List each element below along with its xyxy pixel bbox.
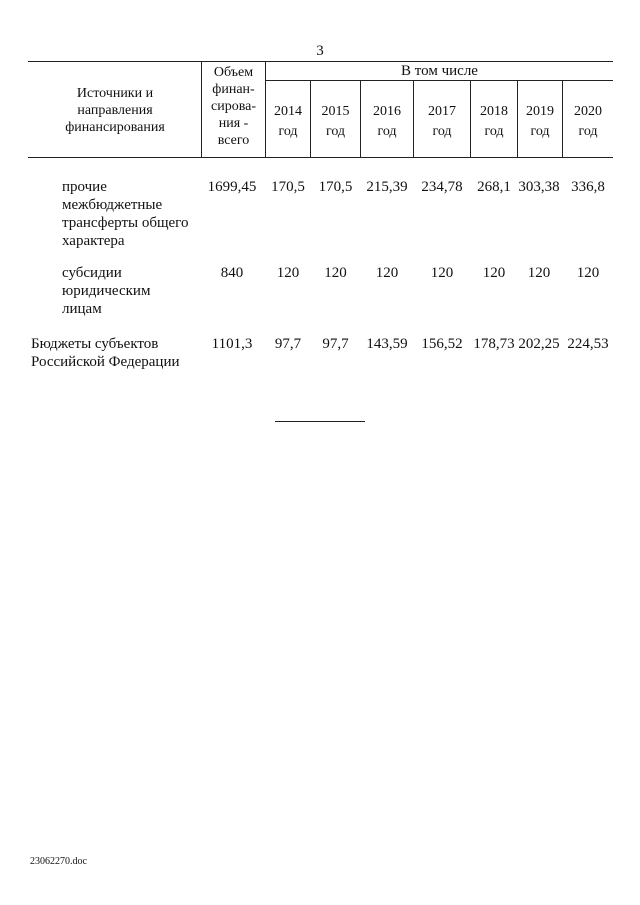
volume-header-line: сирова- — [210, 99, 256, 114]
year-header-year: 2015 — [321, 104, 350, 119]
row-value-2014: 170,5 — [271, 179, 305, 195]
year-header-2015 — [311, 103, 360, 140]
row-total: 840 — [220, 265, 244, 281]
row-value-2015: 170,5 — [318, 179, 353, 195]
row-label-line: Бюджеты субъектов — [31, 336, 159, 352]
document-id: 23062270.doc — [30, 856, 87, 867]
row-value-2020: 224,53 — [567, 336, 609, 352]
year-header-year: 2016 — [373, 104, 401, 119]
table-top-rule — [28, 61, 613, 62]
row-value-2015: 120 — [324, 265, 347, 281]
row-value-2016: 143,59 — [366, 336, 408, 352]
sources-header-line: финансирования — [65, 120, 165, 135]
row-label-line: субсидии — [62, 265, 122, 281]
sources-header-line: направления — [77, 103, 153, 118]
row-value-2017: 156,52 — [421, 336, 463, 352]
row-label-line: прочие — [62, 179, 107, 195]
year-header-2016 — [361, 103, 413, 140]
year-header-unit: год — [377, 124, 397, 139]
row-value-2014: 120 — [276, 265, 300, 281]
row-value-2019: 202,25 — [518, 336, 560, 352]
row-value-2018: 268,1 — [477, 179, 511, 195]
row-value-2020: 120 — [576, 265, 600, 281]
row-value-2016: 120 — [375, 265, 399, 281]
table-row-label — [62, 264, 202, 318]
year-header-unit: год — [578, 124, 598, 139]
row-value-2020: 336,8 — [571, 179, 605, 195]
row-total: 1101,3 — [211, 336, 253, 352]
year-header-2014 — [266, 103, 310, 140]
row-label-line: межбюджетные — [62, 197, 163, 213]
sources-header-line: Источники и — [76, 86, 154, 101]
year-header-year: 2020 — [574, 104, 602, 119]
row-value-2016: 215,39 — [366, 179, 408, 195]
year-header-2019 — [518, 103, 562, 140]
row-value-2017: 120 — [430, 265, 454, 281]
row-value-2014: 97,7 — [274, 336, 302, 352]
year-header-unit: год — [530, 124, 550, 139]
row-value-2017: 234,78 — [421, 179, 463, 195]
table-row-label — [31, 335, 203, 371]
row-value-2018: 178,73 — [473, 336, 515, 352]
row-value-2019: 303,38 — [518, 179, 560, 195]
volume-header-line: Объем — [213, 65, 254, 80]
row-label-line: характера — [62, 233, 125, 249]
year-header-2020 — [563, 103, 613, 140]
page-number: 3 — [316, 43, 324, 59]
end-separator-line — [275, 421, 365, 422]
year-header-year: 2014 — [274, 104, 302, 119]
volume-header-line: финан- — [212, 82, 255, 97]
year-header-unit: год — [484, 124, 504, 139]
sources-header — [40, 85, 190, 136]
row-label-line: трансферты общего — [62, 215, 189, 231]
row-label-line: юридическим — [62, 283, 151, 299]
year-header-year: 2018 — [480, 104, 508, 119]
header-bottom-rule — [28, 157, 613, 158]
year-header-unit: год — [432, 124, 452, 139]
row-value-2019: 120 — [527, 265, 551, 281]
year-header-year: 2019 — [526, 104, 554, 119]
year-header-year: 2017 — [428, 104, 456, 119]
year-header-2018 — [471, 103, 517, 140]
row-total: 1699,45 — [207, 179, 257, 195]
including-header: В том числе — [401, 63, 478, 79]
row-label-line: Российской Федерации — [31, 354, 180, 370]
table-row-label — [62, 178, 202, 250]
volume-header-line: всего — [217, 133, 250, 148]
row-value-2015: 97,7 — [322, 336, 349, 352]
year-header-2017 — [414, 103, 470, 140]
year-header-unit: год — [325, 124, 346, 139]
volume-header-line: ния - — [218, 116, 249, 131]
year-header-unit: год — [278, 124, 298, 139]
volume-header — [202, 64, 265, 149]
including-rule — [265, 80, 613, 81]
row-label-line: лицам — [62, 301, 102, 317]
row-value-2018: 120 — [482, 265, 506, 281]
